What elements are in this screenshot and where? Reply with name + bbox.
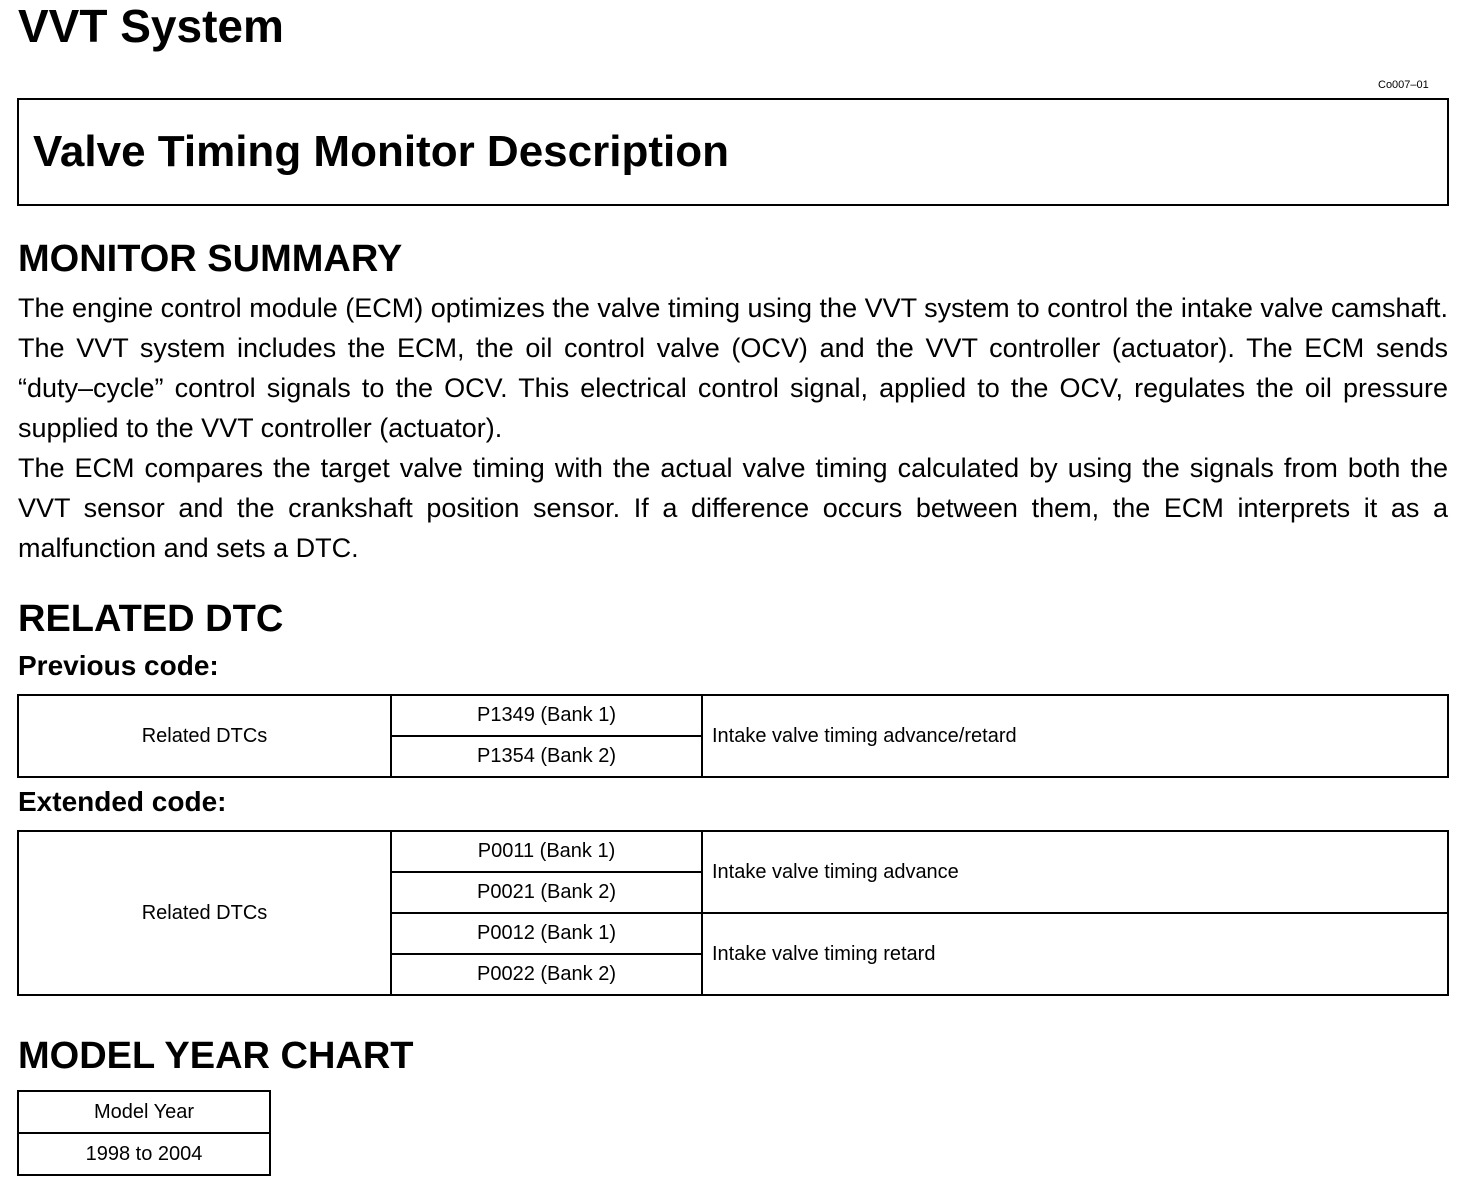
row-label: Related DTCs xyxy=(18,831,391,995)
dtc-code: P0022 (Bank 2) xyxy=(391,954,702,995)
table-row xyxy=(18,1133,270,1175)
dtc-code: P0011 (Bank 1) xyxy=(391,831,702,872)
table-row xyxy=(18,1091,270,1133)
dtc-code: P1354 (Bank 2) xyxy=(391,736,702,777)
row-label: Related DTCs xyxy=(18,695,391,777)
table-row xyxy=(18,831,1448,872)
dtc-description: Intake valve timing advance xyxy=(702,831,1448,913)
monitor-summary-heading: MONITOR SUMMARY xyxy=(18,238,403,280)
model-year-value: 1998 to 2004 xyxy=(18,1133,270,1175)
extended-code-table xyxy=(17,830,1449,996)
model-year-header: Model Year xyxy=(18,1091,270,1133)
dtc-description: Intake valve timing advance/retard xyxy=(702,695,1448,777)
dtc-code: P0012 (Bank 1) xyxy=(391,913,702,954)
document-code: Co007–01 xyxy=(1378,79,1429,91)
summary-paragraph: The engine control module (ECM) optimizes the valve timing using the VVT system to control the intake valve camshaft. The VVT system includes the ECM, the oil control valve (OCV) and the VVT controller (actuator). The ECM sends “duty–cycle” control signals to the OCV. This electrical control signal, applied to the OCV, regulates the oil pressure supplied to the VVT controller (actuator). xyxy=(18,293,1448,443)
section-title-box xyxy=(17,98,1449,206)
dtc-code: P0021 (Bank 2) xyxy=(391,872,702,913)
table-row xyxy=(18,695,1448,736)
monitor-summary-text xyxy=(18,288,1448,568)
model-year-table xyxy=(17,1090,271,1176)
summary-paragraph: The ECM compares the target valve timing with the actual valve timing calculated by using the signals from both the VVT sensor and the crankshaft position sensor. If a difference occurs between them, the ECM interprets it as a malfunction and sets a DTC. xyxy=(18,453,1448,563)
dtc-code: P1349 (Bank 1) xyxy=(391,695,702,736)
previous-code-table xyxy=(17,694,1449,778)
related-dtc-heading: RELATED DTC xyxy=(18,598,284,640)
extended-code-label: Extended code: xyxy=(18,786,227,817)
section-title: Valve Timing Monitor Description xyxy=(33,127,729,176)
page-title: VVT System xyxy=(18,0,284,52)
previous-code-label: Previous code: xyxy=(18,650,219,681)
dtc-description: Intake valve timing retard xyxy=(702,913,1448,995)
model-year-chart-heading: MODEL YEAR CHART xyxy=(18,1035,414,1077)
